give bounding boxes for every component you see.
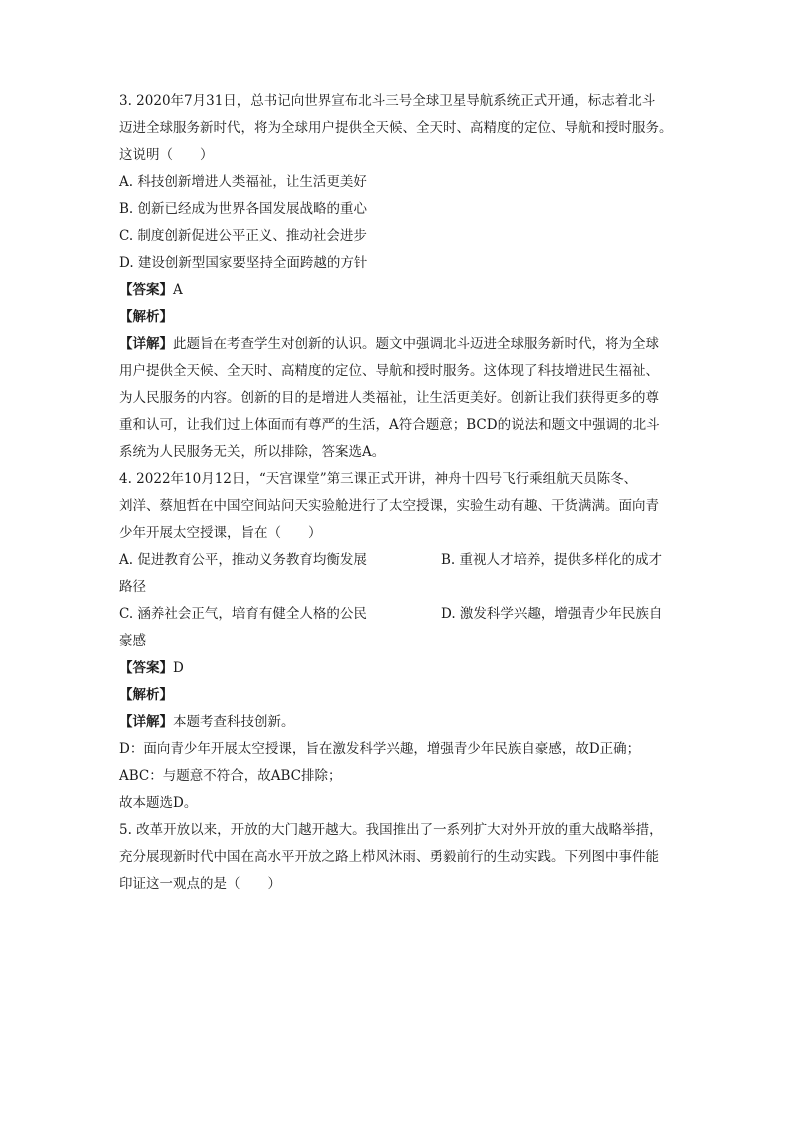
q4-detail-line-2: D：面向青少年开展太空授课，旨在激发科学兴趣，增强青少年民族自豪感，故D正确； [119,741,641,757]
detail-text: 此题旨在考查学生对创新的认识。题文中强调北斗迈进全球服务新时代，将为全球 [173,336,659,352]
q4-option-a: A. 促进教育公平，推动义务教育均衡发展 [119,552,367,568]
q3-answer [119,277,679,304]
q3-option-d: D. 建设创新型国家要坚持全面跨越的方针 [119,255,368,271]
q3-detail-line-1 [119,331,679,358]
q5-stem-line-2: 充分展现新时代中国在高水平开放之路上栉风沐雨、勇毅前行的生动实践。下列图中事件能 [119,849,659,865]
q4-detail-line-1 [119,709,679,736]
question-5 [119,817,679,898]
q3-stem-line-2: 迈进全球服务新时代，将为全球用户提供全天候、全天时、高精度的定位、导航和授时服务。 [119,120,673,136]
q4-option-c: C. 涵养社会正气，培育有健全人格的公民 [119,606,367,622]
q5-stem-line-3: 印证这一观点的是（ ） [119,876,281,892]
q3-option-b: B. 创新已经成为世界各国发展战略的重心 [119,201,368,217]
q3-stem-line-3: 这说明（ ） [119,147,214,163]
answer-value: A [173,282,183,298]
q3-detail-line-3: 为人民服务的内容。创新的目的是增进人类福祉，让生活更美好。创新让我们获得更多的尊 [119,390,659,406]
q5-stem-line-1: 5. 改革开放以来，开放的大门越开越大。我国推出了一系列扩大对外开放的重大战略举措， [119,822,663,838]
question-3 [119,88,679,466]
q3-detail-line-4: 重和认可，让我们过上体面而有尊严的生活，A符合题意；BCD的说法和题文中强调的北斗 [119,417,660,433]
q4-stem-line-1: 4. 2022年10月12日，“天宫课堂”第三课正式开讲，神舟十四号飞行乘组航天员陈冬、 [119,471,638,487]
detail-tag: 【详解】 [119,336,173,352]
q4-detail-line-3: ABC：与题意不符合，故ABC排除； [119,768,342,784]
document-page [119,88,679,898]
q4-stem-line-2: 刘洋、蔡旭哲在中国空间站问天实验舱进行了太空授课，实验生动有趣、干货满满。面向青 [119,498,659,514]
q3-option-c: C. 制度创新促进公平正义、推动社会进步 [119,228,367,244]
q4-option-b-wrap: 路径 [119,579,146,595]
detail-text: 本题考查科技创新。 [173,714,295,730]
q4-option-b: B. 重视人才培养，提供多样化的成才 [441,552,663,568]
answer-tag: 【答案】 [119,282,173,298]
detail-tag: 【详解】 [119,714,173,730]
q3-stem-line-1: 3. 2020年7月31日，总书记向世界宣布北斗三号全球卫星导航系统正式开通，标志着北斗 [119,93,656,109]
q4-stem-line-3: 少年开展太空授课，旨在（ ） [119,525,322,541]
q3-option-a: A. 科技创新增进人类福祉，让生活更美好 [119,174,367,190]
answer-tag: 【答案】 [119,660,173,676]
q4-answer [119,655,679,682]
question-4 [119,466,679,817]
q3-detail-line-5: 系统为人民服务无关，所以排除，答案选A。 [119,444,386,460]
q4-option-d: D. 激发科学兴趣，增强青少年民族自 [441,606,663,622]
q4-detail-line-4: 故本题选D。 [119,795,198,811]
q4-analysis-tag: 【解析】 [119,687,173,703]
q3-detail-line-2: 用户提供全天候、全天时、高精度的定位、导航和授时服务。这体现了科技增进民生福祉、 [119,363,659,379]
answer-value: D [173,660,184,676]
q3-analysis-tag: 【解析】 [119,309,173,325]
q4-options-row-2 [119,601,679,628]
q4-option-d-wrap: 豪感 [119,633,146,649]
q4-options-row-1 [119,547,679,574]
